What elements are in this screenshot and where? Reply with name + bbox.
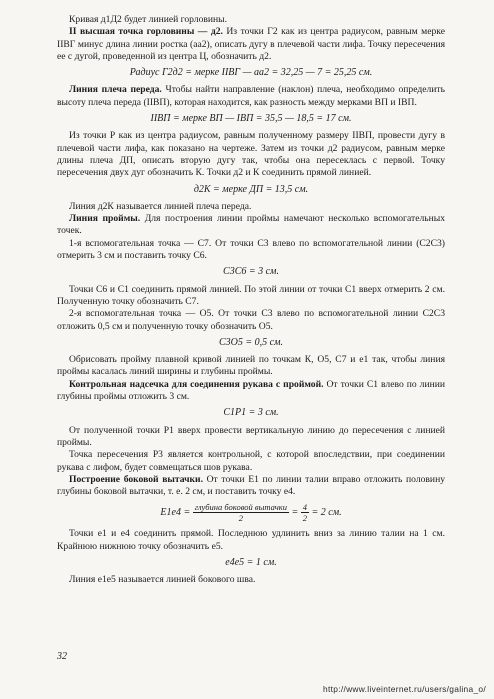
paragraph: От полученной точки Р1 вверх провести вертикальную линию до пересечения с линией проймы. xyxy=(57,424,445,448)
formula: IIВП = мерке ВП — IВП = 35,5 — 18,5 = 17 см. xyxy=(150,113,352,125)
paragraph: Построение боковой вытачки. От точки Е1 по линии талии вправо отложить половину глубины боковой вытачки, т. е. 2 см, и поставить точку е4. xyxy=(57,473,445,498)
formula: е4е5 = 1 см. xyxy=(225,556,277,568)
formula: С3С6 = 3 см. xyxy=(223,266,279,278)
paragraph: 2-я вспомогательная точка — О5. От точки С3 влево по вспомогательной линии С2С3 отложить 0,5 см и полученную точку обозначить О5. xyxy=(57,308,445,332)
paragraph: Линия е1е5 называется линией бокового шва. xyxy=(69,574,256,586)
paragraph: Линия плеча переда. Чтобы найти направление (наклон) плеча, необходимо определить высоту плеча переда (IIВП), которая находится, как разность между мерками ВП и IВП. xyxy=(57,84,445,108)
paragraph: Контрольная надсечка для соединения рукава с проймой. От точки С1 влево по линии глубины проймы отложить 3 см. xyxy=(57,378,445,403)
fraction: $\frac{\text{глубина боковой вытачки}}{2}$ xyxy=(194,502,288,524)
book-page xyxy=(57,14,445,587)
paragraph: 1-я вспомогательная точка — С7. От точки С3 влево по вспомогательной линии (С2С3) отмерить 3 см и поставить точку С6. xyxy=(57,237,445,262)
paragraph: Из точки Р как из центра радиусом, равным полученному размеру IIВП, провести дугу в плечевой части лифа, как показано на чертеже. Затем из точки д2 радиусом, равным мерке длины плеча ДП, описать вторую дугу так, чтобы она пересеклась с первой. Точку пересечения двух дуг обозначить К. Точки д2 и К соединить прямой линией. xyxy=(57,130,445,179)
section-heading: Линия проймы. xyxy=(69,213,141,225)
paragraph: Линия проймы. Для построения линии проймы намечают несколько вспомогательных точек. xyxy=(57,213,445,237)
fraction: $\frac{4}{2}$ xyxy=(302,502,308,524)
fraction-formula: Е1е4 = $\frac{\text{глубина боковой вытачки}}{2}$ = $\frac{4}{2}$ = 2 см. xyxy=(160,502,342,524)
section-heading: II высшая точка горловины — д2. xyxy=(69,26,223,38)
paragraph: Обрисовать пройму плавной кривой линией по точкам К, О5, С7 и е1 так, чтобы линия проймы касалась линий ширины и глубины проймы. xyxy=(57,354,445,378)
paragraph: Линия д2К называется линией плеча переда. xyxy=(69,200,252,212)
section-heading: Линия плеча переда. xyxy=(69,84,162,96)
formula: С3О5 = 0,5 см. xyxy=(219,336,283,348)
paragraph: Точки С6 и С1 соединить прямой линией. По этой линии от точки С1 вверх отмерить 2 см. Полученную точку обозначить С7. xyxy=(57,283,445,307)
section-heading: Построение боковой вытачки. xyxy=(69,473,203,485)
formula: Радиус Г2д2 = мерке IIВГ — аа2 = 32,25 — 7 = 25,25 см. xyxy=(129,67,373,79)
paragraph: Кривая д1Д2 будет линией горловины. xyxy=(69,14,228,25)
paragraph: Точки е1 и е4 соединить прямой. Последнюю удлинить вниз за линию талии на 1 см. Крайнюю нижнюю точку обозначить е5. xyxy=(57,528,445,552)
formula: С1Р1 = 3 см. xyxy=(223,407,279,419)
section-heading: Контрольная надсечка для соединения рукава с проймой. xyxy=(69,378,324,390)
paragraph: II высшая точка горловины — д2. Из точки Г2 как из центра радиусом, равным мерке IIВГ минус длина линии ростка (аа2), описать дугу в плечевой части лифа. Точку пересечения ее с дугой, проведенной из центра Ц, обозначить д2. xyxy=(57,26,445,62)
source-url: http://www.liveinternet.ru/users/galina_o/ xyxy=(323,684,486,694)
paragraph: Точка пересечения Р3 является контрольной, с которой впоследствии, при соединении рукава с лифом, будет совмещаться шов рукава. xyxy=(57,449,445,473)
formula: д2К = мерке ДП = 13,5 см. xyxy=(193,183,309,195)
page-number: 32 xyxy=(57,651,67,662)
